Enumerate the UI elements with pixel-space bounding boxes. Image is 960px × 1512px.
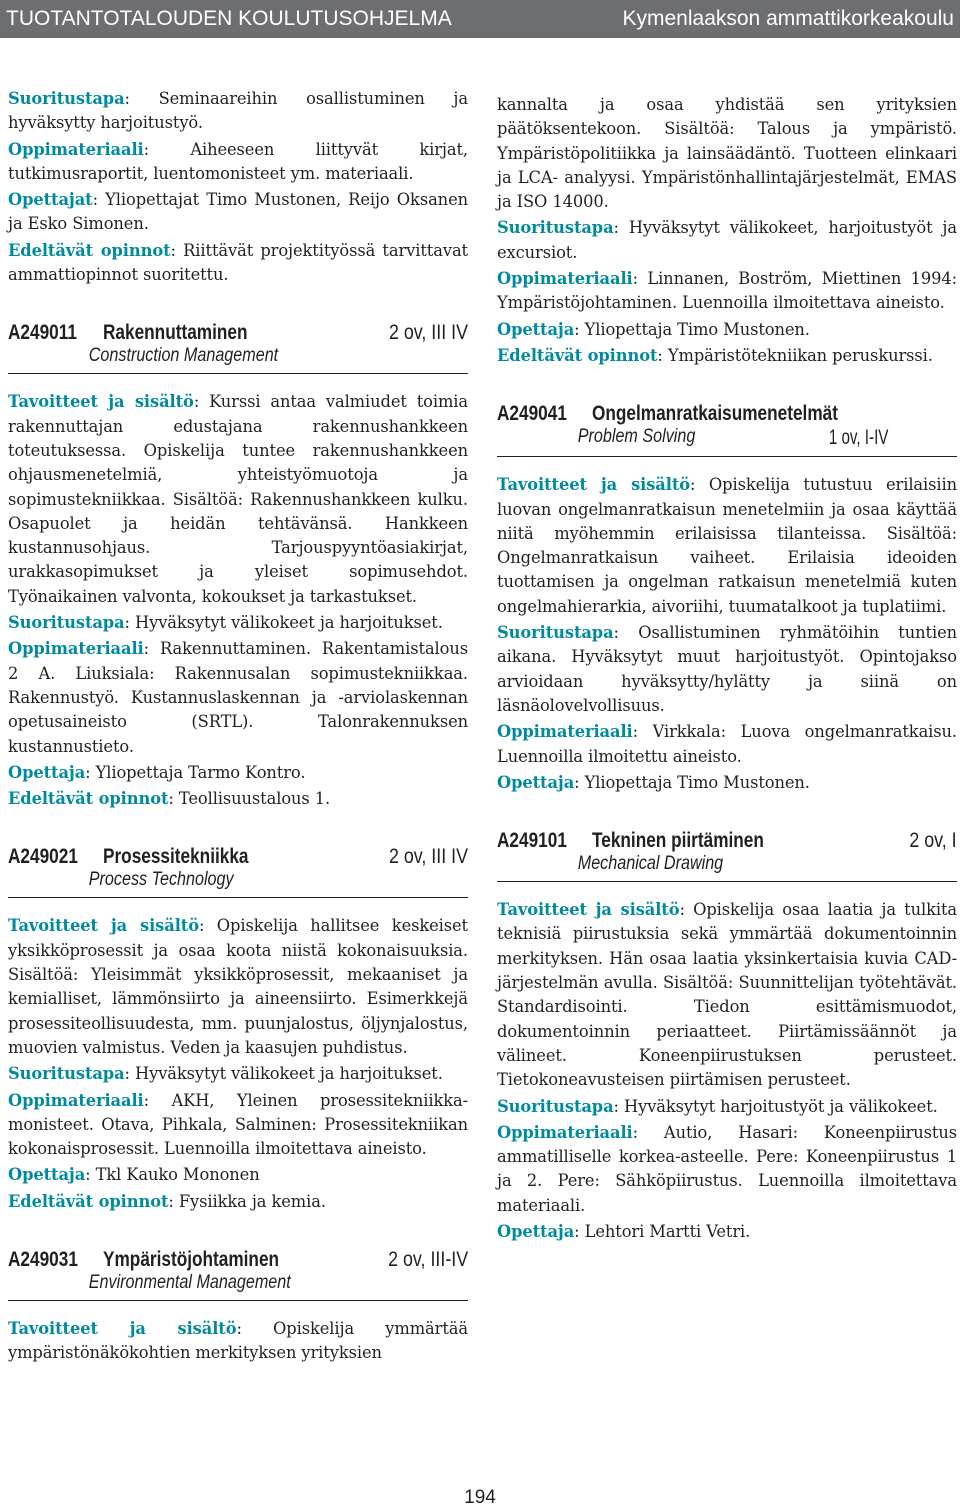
course-sub-credits: 1 ov, I-IV [828,426,888,450]
field-label: Opettaja [8,762,86,782]
paragraph [8,611,468,635]
course-name: Rakennuttaminen [103,321,248,345]
course-credits: 2 ov, III IV [388,321,468,345]
field-label: Tavoitteet ja sisältö [8,1318,237,1338]
field-text: : Opiskelija tutustuu erilaisiin luovan ongelmanratkaisun menetelmiin ja osaa käyttää niitä myöhemmin erilaisissa tilanteissa. Sisältöä: Ongelmanratkaisun vaiheet. Erilaisia ideoiden tuottamisen ja ongelman ratkaisun menetelmiä kuten ongelmahierarkia, aivoriihi, tuumatalkoot ja tuplatiimi. [497,475,958,616]
course-name: Ongelmanratkaisumenetelmät [592,402,838,426]
field-label: Edeltävät opinnot [8,1191,169,1211]
field-text: : Lehtori Martti Vetri. [574,1221,751,1241]
paragraph [8,1163,468,1187]
field-text: : Riittävät projektityössä tarvittavat ammattiopinnot suoritettu. [8,240,468,285]
paragraph [8,390,468,609]
course-code: A249011 [8,321,77,345]
course-heading [8,321,468,374]
field-label: Opettaja [497,319,575,339]
course-heading [497,829,957,882]
course-section [497,402,957,795]
field-label: Oppimateriaali [8,1090,144,1110]
field-label: Edeltävät opinnot [8,789,169,809]
field-label: Suoritustapa [8,89,125,108]
field-label: Suoritustapa [497,1096,614,1116]
field-label: Tavoitteet ja sisältö [8,916,199,936]
course-code: A249021 [8,845,78,869]
paragraph [8,188,468,237]
paragraph [497,1121,957,1218]
field-text: : Yliopettaja Timo Mustonen. [574,772,810,792]
course-name: Tekninen piirtäminen [592,829,764,853]
paragraph [497,93,957,214]
field-text: : Ympäristötekniikan peruskurssi. [657,345,933,365]
field-text: : Yliopettaja Timo Mustonen. [574,319,810,339]
field-label: Opettaja [8,1165,86,1185]
field-text: : AKH, Yleinen prosessitekniikka- monisteet. Otava, Pihkala, Salminen: Prosessitekniikan kokonaisprosessit. Luennoilla ilmoitettava aineisto. [8,1090,468,1159]
field-label: Suoritustapa [8,613,125,633]
course-name: Prosessitekniikka [103,845,249,869]
right-column [497,93,957,1246]
field-text: : Seminaareihin osallistuminen ja hyväksytty harjoitustyö. [8,89,468,133]
field-text: : Yliopettajat Timo Mustonen, Reijo Oksanen ja Esko Simonen. [8,190,468,234]
paragraph [8,761,468,785]
course-section [8,321,468,811]
program-title: TUOTANTOTALOUDEN KOULUTUSOHJELMA [6,7,452,30]
field-text: kannalta ja osaa yhdistää sen yrityksien päätöksentekoon. Sisältöä: Talous ja ympäristö. Ympäristöpolitiikka ja lainsäädäntö. Tuotteen elinkaari ja LCA- analyysi. Ympäristönhallintajärjestelmät, EMAS ja ISO 14000. [497,95,957,212]
field-text: : Opiskelija hallitsee keskeiset yksikköprosessit ja osaa koota niistä kokonaisuuksia. Sisältöä: Yleisimmät yksikköprosessit, mekaaniset ja kemialliset, lämmönsiirto ja aineensiirto. Esimerkkejä prosessiteollisuudesta, mm. puunjalostus, öljynjalostus, muovien valmistus. Veden ja kaasujen puhdistus. [8,916,468,1057]
field-text: : Hyväksytyt välikokeet ja harjoitukset. [124,613,443,633]
paragraph [8,914,468,1060]
field-text: : Yliopettaja Tarmo Kontro. [85,762,306,782]
field-label: Oppimateriaali [497,1122,633,1142]
paragraph [8,1089,468,1162]
paragraph [8,1190,468,1214]
institution-name: Kymenlaakson ammattikorkeakoulu [622,7,954,30]
course-subtitle: Problem Solving [577,426,696,448]
course-code: A249041 [497,402,567,426]
field-text: : Aiheeseen liittyvät kirjat, tutkimusraportit, luentomonisteet ym. materiaali. [8,139,468,183]
field-label: Opettajat [8,190,93,210]
course-section [8,845,468,1214]
field-label: Tavoitteet ja sisältö [8,392,194,412]
paragraph [497,720,957,769]
paragraph [497,898,957,1092]
course-section [8,1248,468,1366]
field-text: : Teollisuustalous 1. [168,789,331,809]
field-text: : Autio, Hasari: Koneenpiirustus ammatilliselle korkea-asteelle. Pere: Koneenpiirustus 1 ja 2. Pere: Sähköpiirustus. Luennoilla ilmoitettava materiaali. [497,1122,957,1215]
field-label: Edeltävät opinnot [497,345,658,365]
paragraph [497,473,957,619]
course-credits: 2 ov, III IV [388,845,468,869]
page-number: 194 [464,1487,496,1508]
field-label: Oppimateriaali [8,639,144,659]
paragraph [8,1062,468,1086]
field-label: Suoritustapa [497,218,614,238]
page-header [0,0,960,38]
paragraph [497,621,957,718]
paragraph [497,771,957,795]
field-label: Opettaja [497,772,575,792]
field-text: : Linnanen, Boström, Miettinen 1994: Ympäristöjohtaminen. Luennoilla ilmoitettava aineisto. [497,269,957,313]
paragraph [497,318,957,342]
paragraph [497,216,957,265]
course-subtitle: Construction Management [88,345,279,367]
field-text: : Fysiikka ja kemia. [168,1191,326,1211]
paragraph [497,1095,957,1119]
course-code: A249031 [8,1247,78,1271]
field-text: : Opiskelija osaa laatia ja tulkita teknisiä piirustuksia sekä ymmärtää dokumentoinnin merkityksen. Hän osaa laatia yksinkertaisia kuvia CAD- järjestelmän avulla. Sisältöä: Suunnittelijan työtehtävät. Standardisointi. Tiedon esittämismuodot, dokumentoinnin periaatteet. Piirtämissäännöt ja välineet. Koneenpiirustuksen perusteet. Tietokoneavusteisen piirtämisen perusteet. [497,900,958,1090]
course-name: Ympäristöjohtaminen [103,1247,280,1271]
paragraph [8,787,468,811]
course-heading [8,845,468,898]
course-subtitle: Mechanical Drawing [577,853,724,875]
field-label: Oppimateriaali [8,139,144,159]
field-text: : Kurssi antaa valmiudet toimia rakennuttajan edustajana rakennushankkeen toteutuksessa. Opiskelija tuntee rakennushankkeen ohjausmenetelmiä, yhteistyömuotoja ja sopimustekniikkaa. Sisältöä: Rakennushankkeen kulku. Osapuolet ja heidän tehtävänsä. Hankkeen kustannusohjaus. Tarjouspyyntöasiakirjat, urakkasopimukset ja yleiset sopimusehdot. Työnaikainen valvonta, kokoukset ja tarkastukset. [8,392,468,606]
field-text: : Hyväksytyt välikokeet ja harjoitukset. [124,1064,443,1084]
paragraph [8,87,468,136]
field-text: : Hyväksytyt välikokeet, harjoitustyöt ja excursiot. [497,218,957,262]
field-label: Edeltävät opinnot [8,240,171,260]
field-text: : Osallistuminen ryhmätöihin tuntien aikana. Hyväksytyt muut harjoitustyöt. Opintojakso arvioidaan hyväksytty/hylätty ja siinä on läsnäolovelvollisuus. [497,623,957,715]
paragraph [8,239,468,288]
field-text: : Hyväksytyt harjoitustyöt ja välikokeet. [613,1096,938,1116]
field-label: Suoritustapa [8,1064,125,1084]
left-column [8,87,468,1368]
course-subtitle: Environmental Management [88,1271,291,1293]
field-text: : Tkl Kauko Mononen [85,1165,260,1185]
paragraph [497,1220,957,1244]
field-text: : Virkkala: Luova ongelmanratkaisu. Luennoilla ilmoitettu aineisto. [497,722,957,766]
paragraph [497,267,957,316]
course-credits: 2 ov, I [909,829,957,853]
course-credits: 2 ov, III-IV [387,1247,468,1271]
field-label: Opettaja [497,1221,575,1241]
field-text: : Rakennuttaminen. Rakentamistalous 2 A. Liuksiala: Rakennusalan sopimustekniikkaa. Rakennustyö. Kustannuslaskennan ja -arviolaskennan opetusaineisto (SRTL). Talonrakennuksen kustannustieto. [8,639,468,756]
field-label: Tavoitteet ja sisältö [497,475,691,495]
paragraph [8,637,468,758]
field-label: Tavoitteet ja sisältö [497,900,680,920]
field-text: : Opiskelija ymmärtää ympäristönäkökohtien merkityksen yrityksien [8,1318,468,1363]
field-label: Oppimateriaali [497,722,633,742]
paragraph [497,344,957,368]
paragraph [8,138,468,187]
field-label: Suoritustapa [497,623,614,643]
course-heading [8,1248,468,1301]
paragraph [8,1317,468,1366]
course-code: A249101 [497,829,567,853]
course-section [497,829,957,1244]
course-subtitle: Process Technology [88,869,234,891]
course-heading [497,402,957,457]
field-label: Oppimateriaali [497,269,633,289]
